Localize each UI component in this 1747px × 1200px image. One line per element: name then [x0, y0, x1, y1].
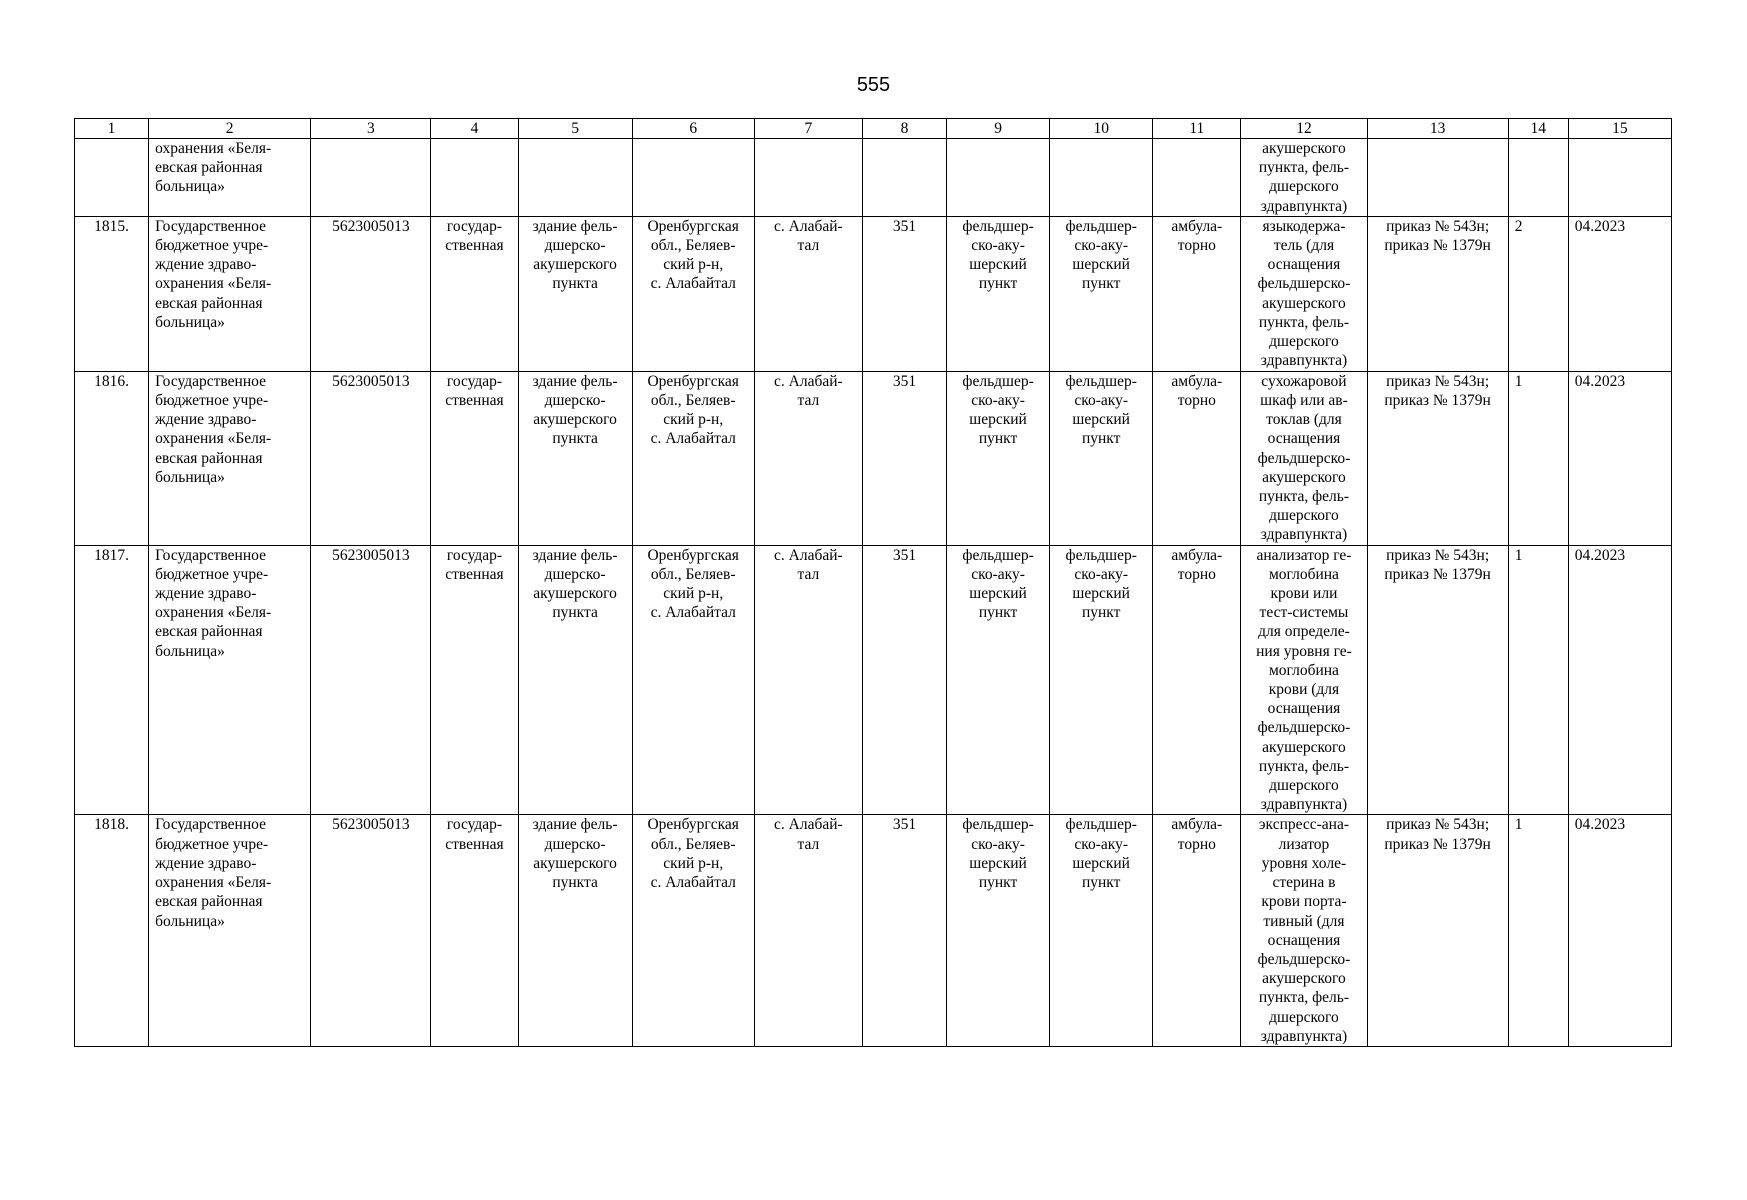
quantity-cell: 1	[1508, 371, 1568, 545]
conditions-cell: амбула- торно	[1153, 216, 1241, 371]
unit-type-cell: фельдшер- ско-аку- шерский пункт	[947, 545, 1050, 815]
unit-type-cell: фельдшер- ско-аку- шерский пункт	[947, 371, 1050, 545]
building-cell: здание фель- дшерско- акушерского пункта	[518, 371, 632, 545]
settlement-cell: с. Алабай- тал	[754, 545, 862, 815]
equipment-cell: анализатор ге- моглобина крови или тест-системы для определе- ния уровня ге- моглобина крови (для оснащения фельдшерско- акушерского пункта, фель- дшерского здравпункта)	[1241, 545, 1367, 815]
conditions-cell: амбула- торно	[1153, 545, 1241, 815]
population-cell: 351	[862, 371, 946, 545]
equipment-cell: акушерского пункта, фель- дшерского здравпункта)	[1241, 139, 1367, 217]
inn-cell: 5623005013	[311, 545, 431, 815]
column-number: 3	[311, 119, 431, 139]
equipment-cell: экспресс-ана- лизатор уровня холе- стерина в крови порта- тивный (для оснащения фельдшерско- акушерского пункта, фель- дшерского здравпункта)	[1241, 815, 1367, 1046]
inn-cell: 5623005013	[311, 371, 431, 545]
address-cell: Оренбургская обл., Беляев- ский р-н, с. Алабайтал	[632, 545, 754, 815]
equipment-cell: языкодержа- тель (для оснащения фельдшерско- акушерского пункта, фель- дшерского здравпункта)	[1241, 216, 1367, 371]
column-number: 7	[754, 119, 862, 139]
row-number-cell: 1817.	[75, 545, 149, 815]
date-cell: 04.2023	[1568, 371, 1671, 545]
column-number: 9	[947, 119, 1050, 139]
basis-cell: приказ № 543н; приказ № 1379н	[1367, 815, 1508, 1046]
registry-table	[74, 118, 1672, 1047]
column-number: 11	[1153, 119, 1241, 139]
cell-empty	[1050, 139, 1153, 217]
unit-type-cell: фельдшер- ско-аку- шерский пункт	[947, 815, 1050, 1046]
quantity-cell: 1	[1508, 815, 1568, 1046]
org-name-cell: Государственное бюджетное учре- ждение здраво- охранения «Беля- евская районная больница»	[149, 371, 311, 545]
quantity-cell: 2	[1508, 216, 1568, 371]
subdivision-cell: фельдшер- ско-аку- шерский пункт	[1050, 371, 1153, 545]
building-cell: здание фель- дшерско- акушерского пункта	[518, 815, 632, 1046]
table-row	[75, 371, 1672, 545]
row-number-cell: 1816.	[75, 371, 149, 545]
table-row	[75, 815, 1672, 1046]
page-number: 555	[856, 74, 891, 96]
cell-empty	[862, 139, 946, 217]
ownership-cell: государ- ственная	[431, 545, 518, 815]
cell-empty	[1153, 139, 1241, 217]
basis-cell: приказ № 543н; приказ № 1379н	[1367, 371, 1508, 545]
column-number: 1	[75, 119, 149, 139]
settlement-cell: с. Алабай- тал	[754, 815, 862, 1046]
row-number-cell: 1815.	[75, 216, 149, 371]
settlement-cell: с. Алабай- тал	[754, 216, 862, 371]
cell-empty	[1568, 139, 1671, 217]
date-cell: 04.2023	[1568, 216, 1671, 371]
org-name-cell: Государственное бюджетное учре- ждение здраво- охранения «Беля- евская районная больница»	[149, 545, 311, 815]
column-number: 8	[862, 119, 946, 139]
cell-empty	[754, 139, 862, 217]
inn-cell: 5623005013	[311, 815, 431, 1046]
column-number: 10	[1050, 119, 1153, 139]
settlement-cell: с. Алабай- тал	[754, 371, 862, 545]
conditions-cell: амбула- торно	[1153, 815, 1241, 1046]
address-cell: Оренбургская обл., Беляев- ский р-н, с. Алабайтал	[632, 216, 754, 371]
subdivision-cell: фельдшер- ско-аку- шерский пункт	[1050, 216, 1153, 371]
quantity-cell: 1	[1508, 545, 1568, 815]
ownership-cell: государ- ственная	[431, 815, 518, 1046]
cell-empty	[947, 139, 1050, 217]
org-name-cell: охранения «Беля- евская районная больница»	[149, 139, 311, 217]
org-name-cell: Государственное бюджетное учре- ждение здраво- охранения «Беля- евская районная больница»	[149, 815, 311, 1046]
population-cell: 351	[862, 216, 946, 371]
cell-empty	[518, 139, 632, 217]
address-cell: Оренбургская обл., Беляев- ский р-н, с. Алабайтал	[632, 815, 754, 1046]
building-cell: здание фель- дшерско- акушерского пункта	[518, 545, 632, 815]
cell-empty	[1508, 139, 1568, 217]
column-number: 14	[1508, 119, 1568, 139]
column-number: 12	[1241, 119, 1367, 139]
equipment-cell: сухожаровой шкаф или ав- токлав (для оснащения фельдшерско- акушерского пункта, фель- дшерского здравпункта)	[1241, 371, 1367, 545]
basis-cell: приказ № 543н; приказ № 1379н	[1367, 545, 1508, 815]
column-number: 4	[431, 119, 518, 139]
conditions-cell: амбула- торно	[1153, 371, 1241, 545]
ownership-cell: государ- ственная	[431, 371, 518, 545]
cell-empty	[75, 139, 149, 217]
cell-empty	[1367, 139, 1508, 217]
column-number: 6	[632, 119, 754, 139]
table-row	[75, 545, 1672, 815]
row-number-cell: 1818.	[75, 815, 149, 1046]
population-cell: 351	[862, 545, 946, 815]
address-cell: Оренбургская обл., Беляев- ский р-н, с. Алабайтал	[632, 371, 754, 545]
subdivision-cell: фельдшер- ско-аку- шерский пункт	[1050, 815, 1153, 1046]
cell-empty	[632, 139, 754, 217]
building-cell: здание фель- дшерско- акушерского пункта	[518, 216, 632, 371]
column-number: 2	[149, 119, 311, 139]
date-cell: 04.2023	[1568, 815, 1671, 1046]
basis-cell: приказ № 543н; приказ № 1379н	[1367, 216, 1508, 371]
org-name-cell: Государственное бюджетное учре- ждение здраво- охранения «Беля- евская районная больница»	[149, 216, 311, 371]
column-number-row	[75, 119, 1672, 139]
date-cell: 04.2023	[1568, 545, 1671, 815]
cell-empty	[431, 139, 518, 217]
population-cell: 351	[862, 815, 946, 1046]
inn-cell: 5623005013	[311, 216, 431, 371]
subdivision-cell: фельдшер- ско-аку- шерский пункт	[1050, 545, 1153, 815]
table-row	[75, 216, 1672, 371]
cell-empty	[311, 139, 431, 217]
continuation-row	[75, 139, 1672, 217]
unit-type-cell: фельдшер- ско-аку- шерский пункт	[947, 216, 1050, 371]
column-number: 13	[1367, 119, 1508, 139]
ownership-cell: государ- ственная	[431, 216, 518, 371]
column-number: 5	[518, 119, 632, 139]
column-number: 15	[1568, 119, 1671, 139]
